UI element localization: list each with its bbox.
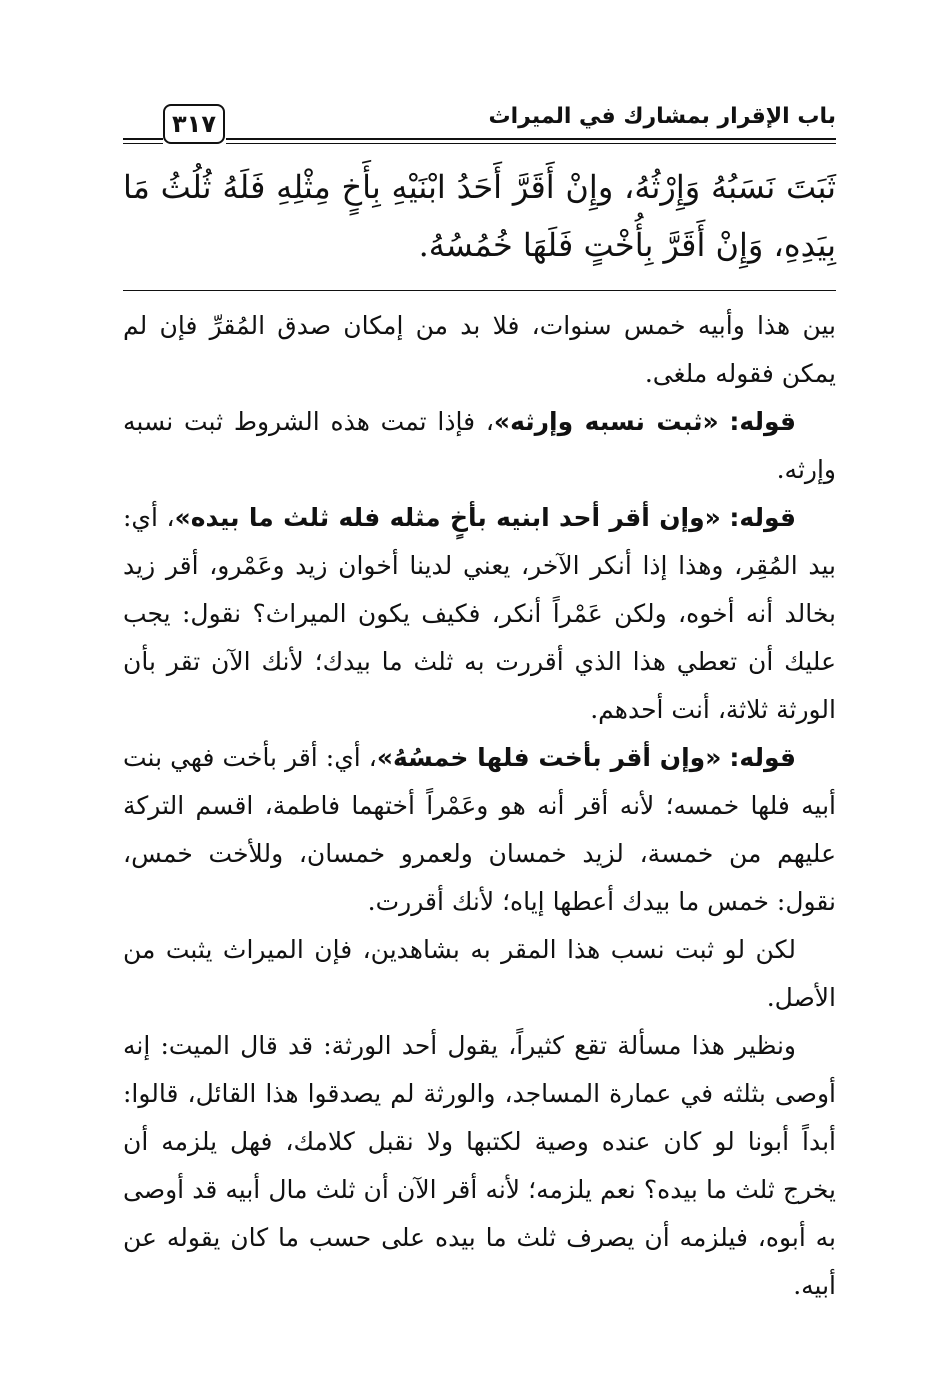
commentary-paragraph — [123, 734, 836, 926]
quote-label: قوله: — [729, 743, 797, 772]
quote-label: قوله: — [729, 407, 796, 436]
commentary-paragraph — [123, 398, 836, 494]
commentary — [123, 302, 836, 1310]
commentary-text: ، أي: أقر بأخت فهي بنت أبيه فلها خمسه؛ لأنه أقر أنه هو وعَمْراً أختهما فاطمة، اقسم التركة عليهم من خمسة، لزيد خمسان ولعمرو خمسان، وللأخت خمس، نقول: خمس ما بيدك أعطها إياه؛ لأنك أقررت. — [123, 743, 836, 916]
matn-quote: «ثبت نسبه وإرثه» — [493, 407, 719, 436]
matn-quote: «وإن أقر بأخت فلها خمسُهُ» — [376, 743, 722, 772]
header-rule — [226, 143, 836, 144]
commentary-paragraph — [123, 494, 836, 734]
matn-quote: «وإن أقر أحد ابنيه بأخٍ مثله فله ثلث ما بيده» — [174, 503, 721, 532]
page-number: ٣١٧ — [163, 104, 225, 144]
page-header — [123, 98, 836, 148]
quote-label: قوله: — [729, 503, 797, 532]
commentary-paragraph: بين هذا وأبيه خمس سنوات، فلا بد من إمكان صدق المُقرِّ فإن لم يمكن فقوله ملغى. — [123, 311, 836, 388]
matn-text: ثَبَتَ نَسَبُهُ وَإِرْثُهُ، وإِنْ أَقَرَّ أَحَدُ ابْنَيْهِ بِأَخٍ مِثْلِهِ فَلَهُ ثُلُثُ مَا بِيَدِهِ، وَإِنْ أَقَرَّ بِأُخْتٍ فَلَهَا خُمُسُهُ. — [123, 168, 836, 264]
header-rule — [226, 138, 836, 140]
header-rule — [123, 143, 163, 144]
commentary-text: ، فإذا تمت هذه الشروط ثبت نسبه وإرثه. — [123, 407, 836, 484]
commentary-paragraph: ونظير هذا مسألة تقع كثيراً، يقول أحد الورثة: قد قال الميت: إنه أوصى بثلثه في عمارة المساجد، والورثة لم يصدقوا هذا القائل، قالوا: أبداً أبونا لو كان عنده وصية لكتبها ولا نقبل كلامك، فهل يلزمه أن يخرج ثلث ما بيده؟ نعم يلزمه؛ لأنه أقر الآن أن ثلث مال أبيه قد أوصى به أبوه، فيلزمه أن يصرف ثلث ما بيده على حسب ما كان يقوله عن أبيه. — [123, 1031, 836, 1300]
commentary-text: ، أي: بيد المُقِر، وهذا إذا أنكر الآخر، يعني لدينا أخوان زيد وعَمْرو، أقر زيد بخالد أنه أخوه، ولكن عَمْراً أنكر، فكيف يكون الميراث؟ نقول: يجب عليك أن تعطي هذا الذي أقررت به ثلث ما بيدك؛ لأنك الآن تقر بأن الورثة ثلاثة، أنت أحدهم. — [123, 503, 836, 724]
running-title: باب الإقرار بمشارك في الميراث — [488, 104, 836, 129]
matn-separator — [123, 290, 836, 291]
header-rule — [123, 138, 163, 140]
commentary-paragraph: لكن لو ثبت نسب هذا المقر به بشاهدين، فإن الميراث يثبت من الأصل. — [123, 935, 836, 1012]
